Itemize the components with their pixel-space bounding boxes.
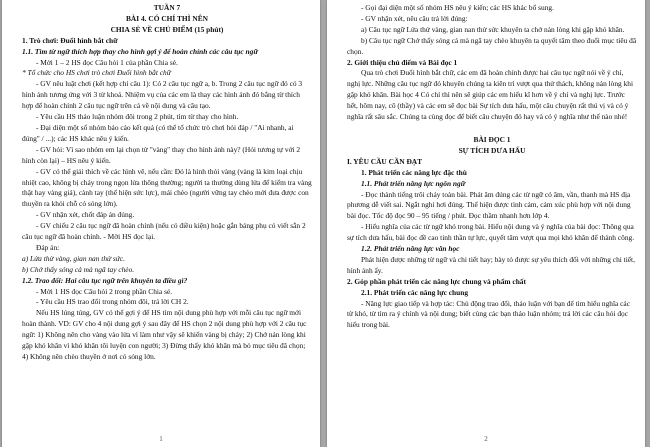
paragraph: - Đại diện một số nhóm báo cáo kết quả (có thể tổ chức trò chơi hỏi đáp / "Ai nhanh, ai đúng" / ...); các HS khác nêu ý kiến. [22, 122, 294, 143]
document-page-2 [327, 0, 645, 447]
paragraph: Nếu HS lúng túng, GV có thể gợi ý để HS tìm nội dung phù hợp với mỗi câu tục ngữ mới hoàn thành. VD: GV cho 4 nội dung gợi ý sau đây để HS chọn 2 nội dung phù hợp với 2 câu tục ngữ: 1) Không nên cho vàng vào lửa vì làm như vậy sẽ khiến vàng bị cháy; 2) Chớ nản lòng khi gặp khó khăn vì khó khăn tôi luyện con người; 3) Đừng thấy khó khăn mà bỏ mục tiêu đã chọn; 4) Không nên chèo thuyền ở nơi có sóng lớn. [22, 308, 307, 361]
paragraph: Phát hiện được những từ ngữ và chi tiết hay; bày tỏ được sự yêu thích đối với những chi tiết, hình ảnh ấy. [347, 254, 635, 275]
story-title: SỰ TÍCH DƯA HẤU [458, 145, 526, 155]
paragraph: b) Câu tục ngữ Chớ thấy sóng cả mà ngã tay chèo khuyên ta quyết tâm theo đuổi mục tiêu đã chọn. [347, 35, 637, 56]
subsection-heading: 1. Phát triển các năng lực đặc thù [361, 167, 467, 177]
section-heading: 1. Trò chơi: Đuổi hình bắt chữ [22, 35, 118, 45]
section-heading: 2. Góp phần phát triển các năng lực chung và phẩm chất [347, 276, 526, 286]
paragraph: - Mời 1 – 2 HS đọc Câu hỏi 1 của phần Chia sẻ. [36, 57, 178, 67]
topic-title: CHIA SẺ VỀ CHỦ ĐIỂM (15 phút) [110, 24, 224, 34]
paragraph: - GV nhận xét, nêu câu trả lời đúng: [361, 13, 468, 23]
subsection-heading: 1.1. Phát triển năng lực ngôn ngữ [361, 178, 466, 188]
answer-label: Đáp án: [36, 242, 60, 252]
paragraph: - Yêu cầu HS thảo luận nhóm đôi trong 2 phút, tìm từ thay cho hình. [36, 112, 239, 122]
answer-item: b) Chớ thấy sóng cả mà ngã tay chèo. [22, 264, 135, 274]
document-page-1 [2, 0, 320, 447]
subsection-heading: 1.2. Trao đổi: Hai câu tục ngữ trên khuyên ta điều gì? [22, 275, 188, 285]
paragraph: - GV hỏi: Vì sao nhóm em lại chọn từ "vàng" thay cho hình ảnh này? (Hỏi tương tự với 2 hình còn lại) – HS nêu ý kiến. [22, 144, 301, 165]
paragraph: * Tổ chức cho HS chơi trò chơi Đuổi hình bắt chữ [22, 68, 171, 78]
reading-title: BÀI ĐỌC 1 [473, 134, 511, 144]
paragraph: - Năng lực giao tiếp và hợp tác: Chủ động trao đổi, thảo luận với bạn để tìm hiểu nghĩa các từ khó, từ tìm ra ý chính và nội dung; biết cùng các bạn thảo luận nhóm; trả lời các câu hỏi đọc hiểu trong bài. [347, 298, 630, 330]
paragraph: Qua trò chơi Đuổi hình bắt chữ, các em đã hoàn chỉnh được hai câu tục ngữ nói về ý chí, nghị lực. Những câu tục ngữ đó khuyên chúng ta kiên trì vượt qua thử thách, không nản lòng khi gặp khó khăn. Bài học 4 Có chí thì nên sẽ giúp các em hiểu kĩ hơn về ý chí và nghị lực. Trước hết, hôm nay, cô (thầy) và các em sẽ đọc bài Sự tích dưa hấu, một câu chuyện rất thú vị và có ý nghĩa rất sâu sắc. Chúng ta cùng đọc để biết câu chuyện đó hay và có ý nghĩa như thế nào nhé! [347, 68, 634, 122]
paragraph: - GV có thể giải thích về các hình vẽ, nếu cần: Đó là hình thỏi vàng (vàng là kim loại chịu nhiệt cao, không bị cháy trong ngọn lửa thông thường; người ta thường dùng lửa để kiểm tra vàng thật hay vàng giả), cành tay (thể hiện sức lực), mái chèo (người vững tay chèo mới đưa được con thuyền ra khỏi chỗ có sóng lớn). [22, 166, 312, 209]
lesson-title: BÀI 4. CÓ CHÍ THÌ NÊN [126, 13, 208, 23]
paragraph: a) Câu tục ngữ Lửa thử vàng, gian nan thử sức khuyên ta chớ nản lòng khi gặp khó khăn. [361, 24, 625, 34]
subsection-heading: 1.1. Tìm từ ngữ thích hợp thay cho hình gợi ý để hoàn chỉnh các câu tục ngữ [22, 46, 258, 56]
paragraph: - GV chiếu 2 câu tục ngữ đã hoàn chỉnh (nếu có điều kiện) hoặc gắn bảng phụ có viết sẵn 2 câu tục ngữ đã hoàn chỉnh. - Mời HS đọc lại. [22, 221, 306, 242]
subsection-heading: 1.2. Phát triển năng lực văn học [361, 244, 460, 254]
paragraph: - GV nhận xét, chốt đáp án đúng. [36, 210, 135, 220]
page-number: 2 [484, 435, 488, 443]
section-heading: 2. Giới thiệu chủ điểm và Bài đọc 1 [347, 57, 458, 67]
paragraph: - Đọc thành tiếng trôi chảy toàn bài. Phát âm đúng các từ ngữ có âm, vần, thanh mà HS địa phương dễ viết sai. Ngắt nghỉ hơi đúng. Thể hiện được tình cảm, cảm xúc phù hợp với nội dung bài đọc. Tốc độ đọc 90 – 95 tiếng / phút. Đọc thầm nhanh hơn lớp 4. [347, 189, 631, 221]
page-number: 1 [159, 435, 163, 443]
page-1-content [22, 3, 312, 363]
spacer [347, 123, 637, 135]
answer-item: a) Lửa thử vàng, gian nan thử sức. [22, 253, 125, 263]
paragraph: - GV nêu luật chơi (kết hợp chỉ câu 1): Có 2 câu tục ngữ a, b. Trong 2 câu tục ngữ đó có 3 hình ảnh tương ứng với 3 từ khoá. Nhiệm vụ của các em là thay các hình ảnh đó bằng từ thích hợp để hoàn chỉnh 2 câu tục ngữ trên cả về nội dung và câu tạo. [22, 79, 303, 111]
paragraph: - Gọi đại diện một số nhóm HS nêu ý kiến; các HS khác bổ sung. [361, 3, 554, 12]
paragraph: - Yêu cầu HS trao đổi trong nhóm đôi, trả lời CH 2. [36, 297, 189, 307]
page-2-content [347, 3, 637, 331]
subsection-heading: 2.1. Phát triển các năng lực chung [361, 287, 469, 297]
week-title: TUẦN 7 [153, 3, 181, 12]
paragraph: - Mời 1 HS đọc Câu hỏi 2 trong phần Chia sẻ. [36, 286, 173, 296]
section-heading: I. YÊU CẦU CẦN ĐẠT [347, 156, 423, 166]
paragraph: - Hiểu nghĩa của các từ ngữ khó trong bài. Hiểu nội dung và ý nghĩa của bài đọc: Thông qua sự tích dưa hấu, bài đọc đề cao tinh thần tự lực, quyết tâm vượt qua mọi khó khăn để thành công. [347, 222, 635, 243]
